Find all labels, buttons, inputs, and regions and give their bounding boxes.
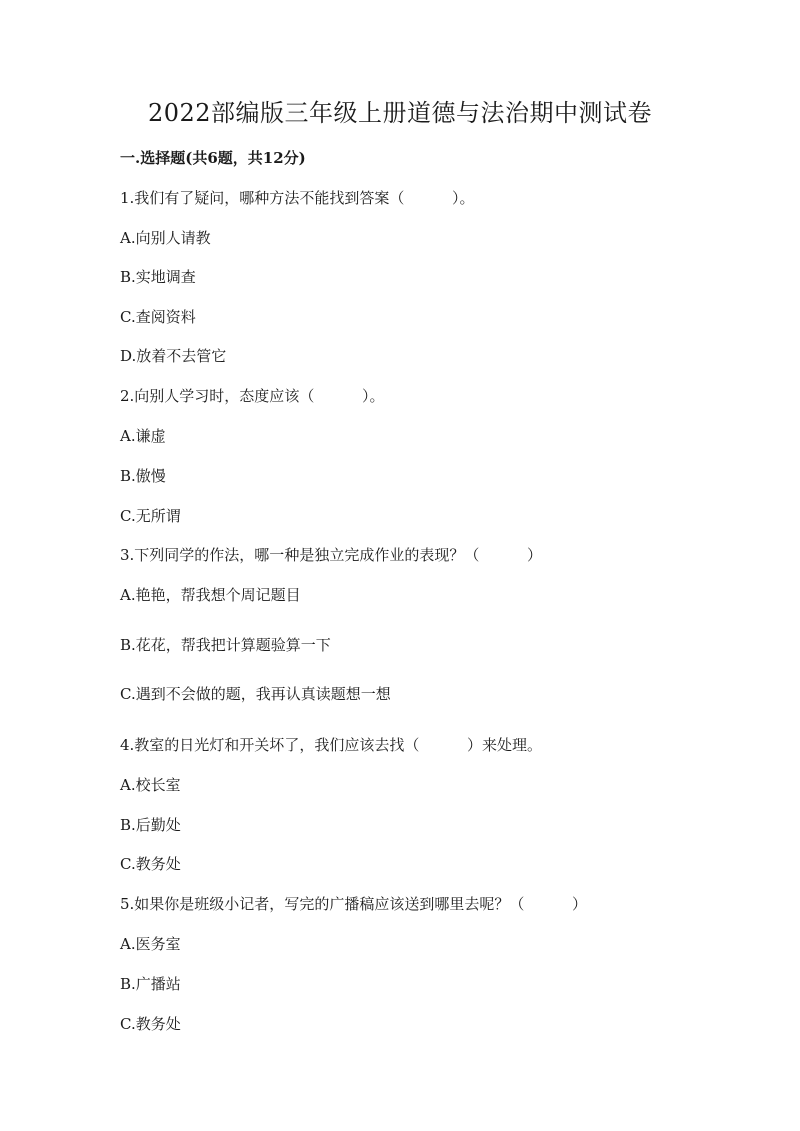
question-1-option-b: B.实地调查 xyxy=(120,268,196,286)
question-3-option-a: A.艳艳，帮我想个周记题目 xyxy=(120,586,301,604)
question-4-stem: 4.教室的日光灯和开关坏了，我们应该去找（ ）来处理。 xyxy=(120,736,542,754)
question-2-option-b: B.傲慢 xyxy=(120,467,166,485)
question-1-option-a: A.向别人请教 xyxy=(120,229,211,247)
question-3-stem: 3.下列同学的作法，哪一种是独立完成作业的表现？（ ） xyxy=(120,546,542,564)
question-3-option-c: C.遇到不会做的题，我再认真读题想一想 xyxy=(120,685,391,703)
question-4-option-a: A.校长室 xyxy=(120,776,181,794)
section-heading: 一.选择题(共6题，共12分) xyxy=(120,149,306,167)
question-5-option-a: A.医务室 xyxy=(120,935,181,953)
question-1-stem: 1.我们有了疑问，哪种方法不能找到答案（ ）。 xyxy=(120,189,475,207)
question-2-option-a: A.谦虚 xyxy=(120,427,166,445)
question-2-option-c: C.无所谓 xyxy=(120,507,181,525)
question-1-option-d: D.放着不去管它 xyxy=(120,347,227,365)
question-5-stem: 5.如果你是班级小记者，写完的广播稿应该送到哪里去呢？（ ） xyxy=(120,895,587,913)
question-3-option-b: B.花花，帮我把计算题验算一下 xyxy=(120,636,331,654)
question-5-option-c: C.教务处 xyxy=(120,1015,181,1033)
exam-title: 2022部编版三年级上册道德与法治期中测试卷 xyxy=(147,99,653,127)
question-4-option-b: B.后勤处 xyxy=(120,816,181,834)
question-1-option-c: C.查阅资料 xyxy=(120,308,196,326)
question-5-option-b: B.广播站 xyxy=(120,975,181,993)
question-4-option-c: C.教务处 xyxy=(120,855,181,873)
question-2-stem: 2.向别人学习时，态度应该（ ）。 xyxy=(120,387,385,405)
